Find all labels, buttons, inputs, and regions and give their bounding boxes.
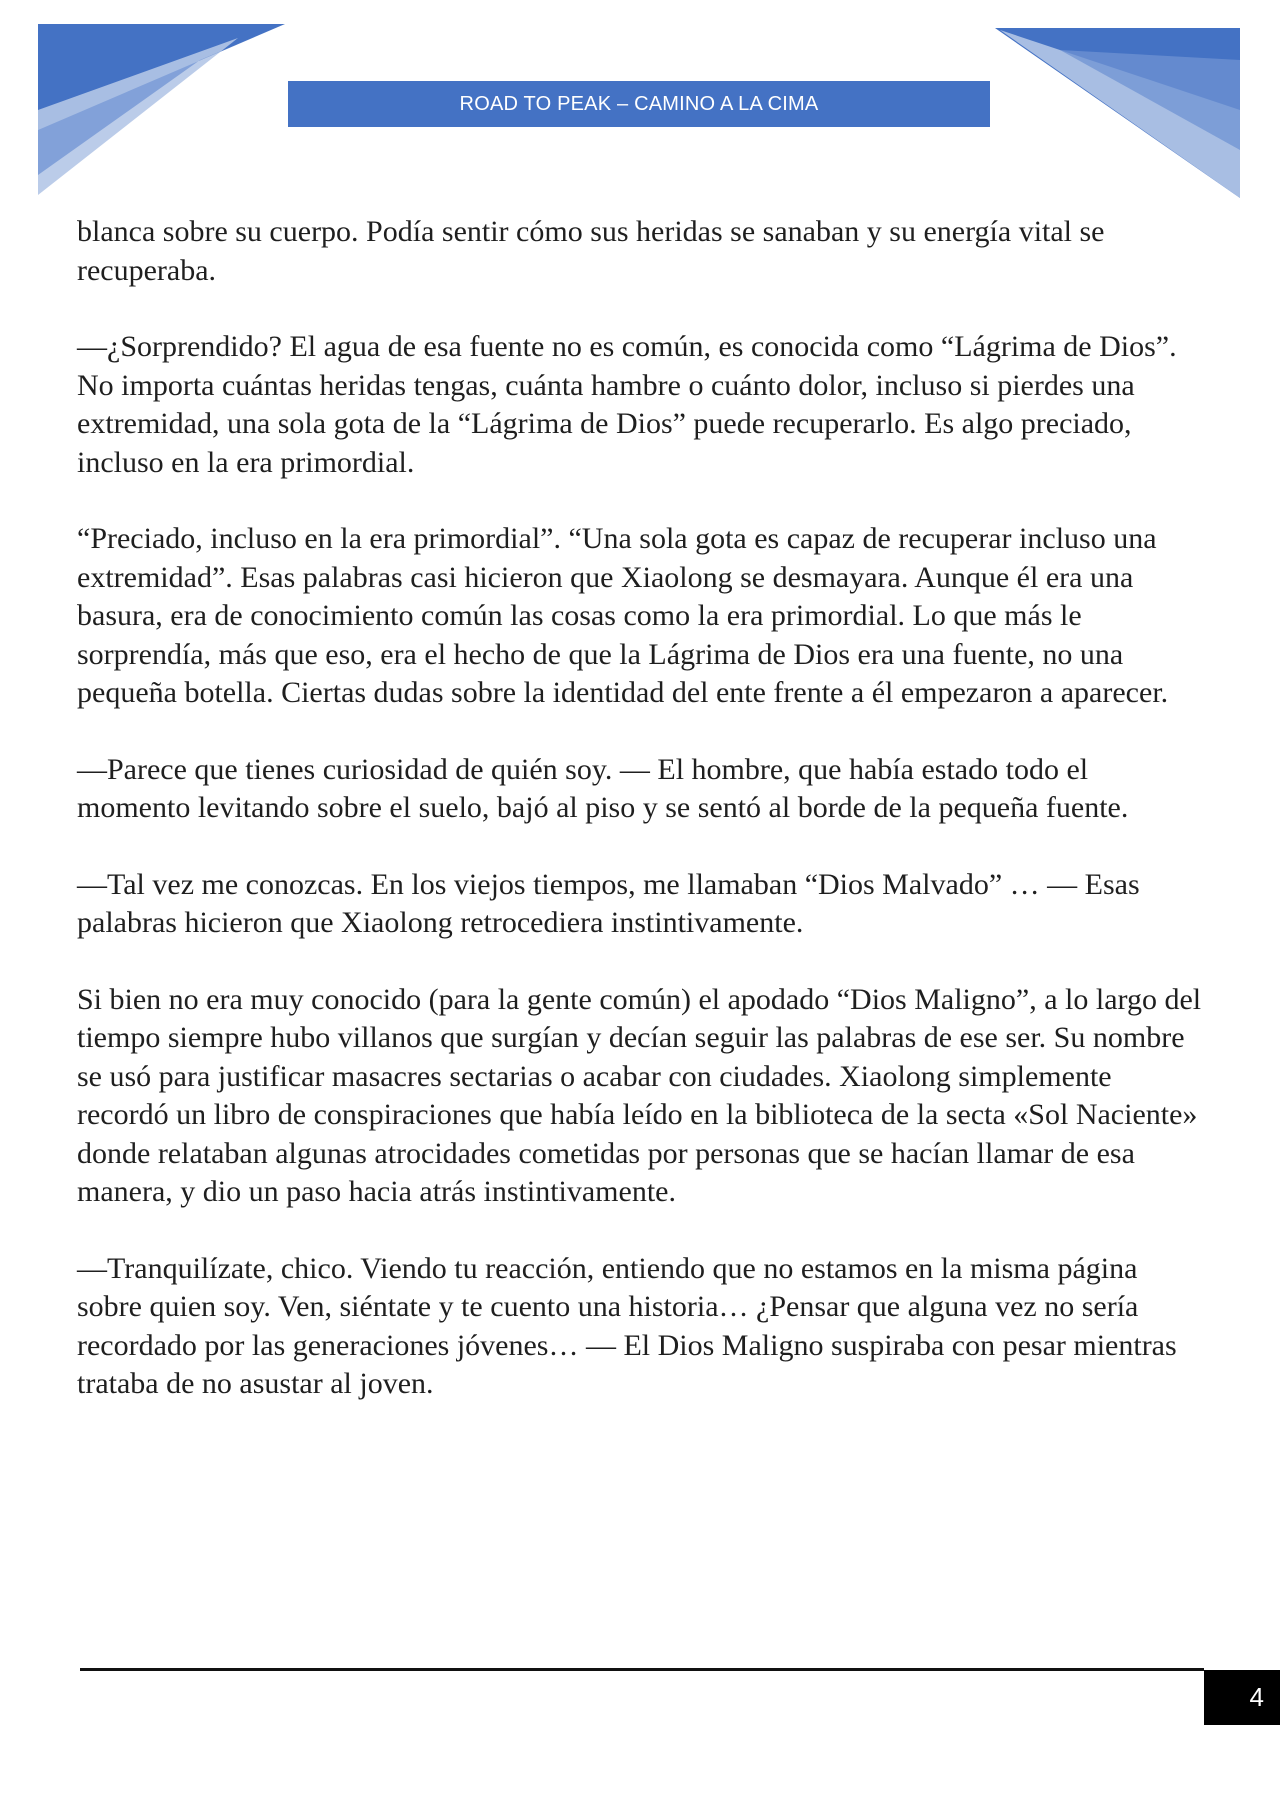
page-number: 4 (1204, 1670, 1280, 1725)
footer-divider (80, 1668, 1204, 1671)
paragraph: —Tranquilízate, chico. Viendo tu reacción, entiendo que no estamos en la misma página sobre quien soy. Ven, siéntate y te cuento una historia… ¿Pensar que alguna vez no sería recordado por las generaciones jóvenes… — El Dios Maligno suspiraba con pesar mientras trataba de no asustar al joven. (77, 1251, 1177, 1400)
paragraph: —Parece que tienes curiosidad de quién soy. — El hombre, que había estado todo el momento levitando sobre el suelo, bajó al piso y se sentó al borde de la pequeña fuente. (77, 752, 1129, 824)
paragraph: —¿Sorprendido? El agua de esa fuente no es común, es conocida como “Lágrima de Dios”. No importa cuántas heridas tengas, cuánta hambre o cuánto dolor, incluso si pierdes una extremidad, una sola gota de la “Lágrima de Dios” puede recuperarlo. Es algo preciado, incluso en la era primordial. (77, 330, 1177, 479)
header-title-banner: ROAD TO PEAK – CAMINO A LA CIMA (288, 81, 990, 127)
paragraph: “Preciado, incluso en la era primordial”. “Una sola gota es capaz de recuperar incluso una extremidad”. Esas palabras casi hicieron que Xiaolong se desmayara. Aunque él era una basura, era de conocimiento común las cosas como la era primordial. Lo que más le sorprendía, más que eso, era el hecho de que la Lágrima de Dios era una fuente, no una pequeña botella. Ciertas dudas sobre la identidad del ente frente a él empezaron a aparecer. (77, 522, 1169, 709)
paragraph: blanca sobre su cuerpo. Podía sentir cómo sus heridas se sanaban y su energía vital se recuperaba. (77, 215, 1105, 287)
paragraph: —Tal vez me conozcas. En los viejos tiempos, me llamaban “Dios Malvado” … — Esas palabras hicieron que Xiaolong retrocediera instintivamente. (77, 867, 1140, 939)
document-body (77, 213, 1202, 1442)
paragraph: Si bien no era muy conocido (para la gente común) el apodado “Dios Maligno”, a lo largo del tiempo siempre hubo villanos que surgían y decían seguir las palabras de ese ser. Su nombre se usó para justificar masacres sectarias o acabar con ciudades. Xiaolong simplemente recordó un libro de conspiraciones que había leído en la biblioteca de la secta «Sol Naciente» donde relataban algunas atrocidades cometidas por personas que se hacían llamar de esa manera, y dio un paso hacia atrás instintivamente. (77, 982, 1202, 1208)
